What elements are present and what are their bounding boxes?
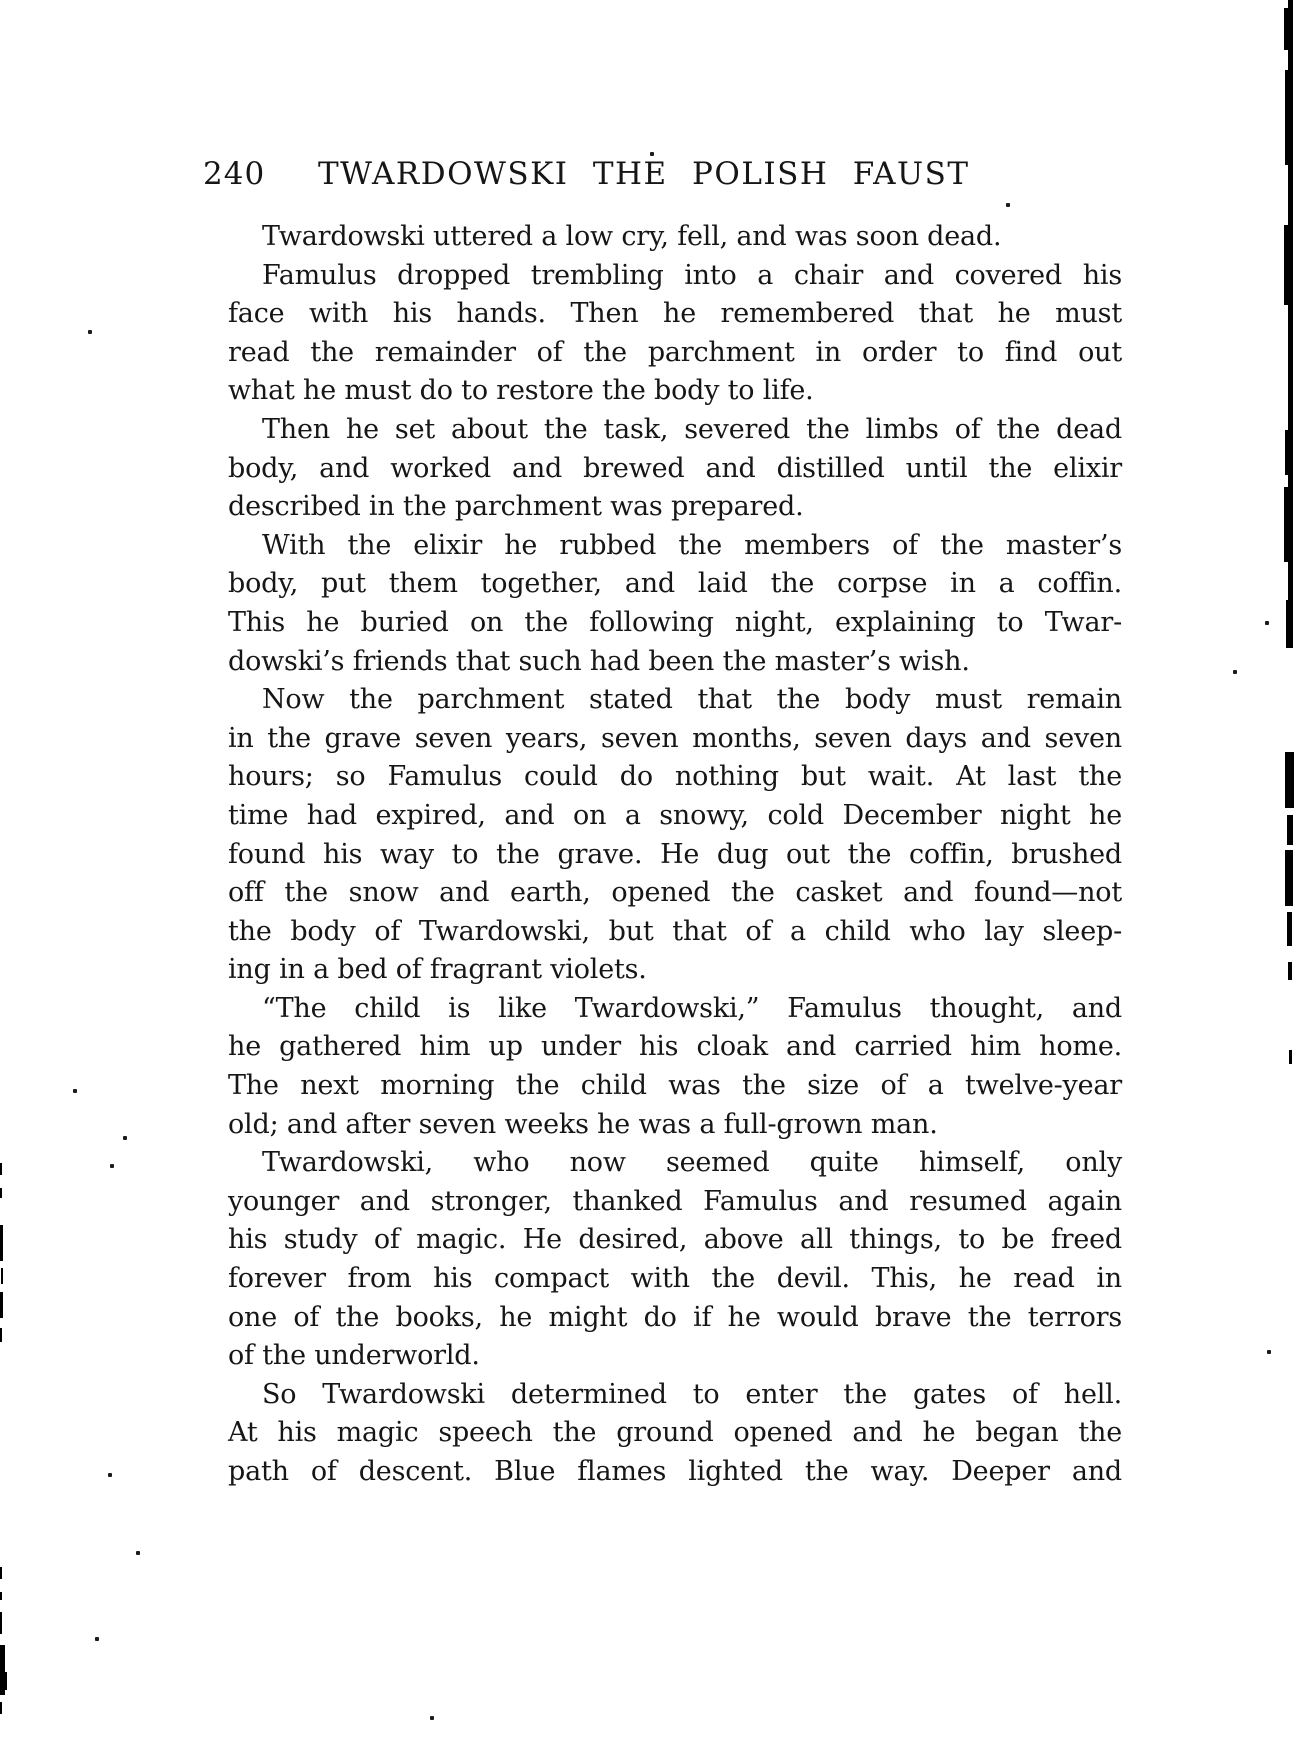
scan-edge-strip <box>1285 430 1293 475</box>
scan-edge-mark <box>0 1702 2 1714</box>
scan-edge-mark <box>2 1672 7 1690</box>
text-line: path of descent. Blue flames lighted the way. Deeper and <box>228 1456 1122 1487</box>
scan-speck <box>1233 670 1237 674</box>
text-line: dowski’s friends that such had been the master’s wish. <box>228 645 970 677</box>
text-line: forever from his compact with the devil. This, he read in <box>228 1263 1122 1295</box>
scan-edge-mark <box>0 1567 2 1579</box>
text-line: Famulus dropped trembling into a chair and covered his <box>262 259 1122 291</box>
text-line: his study of magic. He desired, above all things, to be freed <box>228 1224 1122 1256</box>
scan-edge-strip <box>1284 225 1293 305</box>
text-line: what he must do to restore the body to life. <box>228 375 814 407</box>
text-line: younger and stronger, thanked Famulus and resumed again <box>228 1185 1122 1217</box>
text-line: hours; so Famulus could do nothing but wait. At last the <box>228 761 1122 793</box>
scan-speck <box>650 152 654 156</box>
text-line: So Twardowski determined to enter the gates of hell. <box>262 1378 1122 1410</box>
scan-edge-mark <box>0 1612 2 1634</box>
running-head <box>0 156 1295 196</box>
scan-speck <box>136 1551 140 1555</box>
text-line: face with his hands. Then he remembered that he must <box>228 298 1122 330</box>
scan-speck <box>1267 1350 1271 1354</box>
scan-speck <box>95 1637 99 1641</box>
text-line: This he buried on the following night, explaining to Twar- <box>228 606 1122 638</box>
scan-edge-strip <box>1287 815 1293 845</box>
text-line: described in the parchment was prepared. <box>228 491 804 523</box>
text-line: old; and after seven weeks he was a full-grown man. <box>228 1108 938 1140</box>
text-line: Twardowski uttered a low cry, fell, and was soon dead. <box>262 221 1002 252</box>
text-line: in the grave seven years, seven months, seven days and seven <box>228 722 1122 754</box>
text-line: The next morning the child was the size of a twelve-year <box>228 1070 1122 1102</box>
scan-edge-mark <box>0 1592 2 1600</box>
scan-edge-mark <box>0 1292 3 1318</box>
scan-edge-strip <box>1286 600 1293 648</box>
text-line: found his way to the grave. He dug out the coffin, brushed <box>228 838 1122 870</box>
text-line: At his magic speech the ground opened and he began the <box>228 1417 1122 1449</box>
text-line: one of the books, he might do if he would brave the terrors <box>228 1301 1122 1333</box>
body-text <box>228 218 1122 1492</box>
scan-speck <box>1265 621 1269 625</box>
scan-speck <box>430 1716 434 1720</box>
scan-edge-mark <box>0 1188 2 1198</box>
scan-speck <box>108 1473 112 1477</box>
text-line: read the remainder of the parchment in order to find out <box>228 336 1122 368</box>
scan-speck <box>73 1089 77 1093</box>
text-line: Twardowski, who now seemed quite himself, only <box>262 1147 1122 1179</box>
scan-edge-mark <box>0 1328 2 1342</box>
scan-speck <box>88 330 92 334</box>
scan-edge-strip <box>1284 8 1293 50</box>
scan-edge-strip <box>1285 752 1294 808</box>
text-line: of the underworld. <box>228 1340 480 1372</box>
text-line: body, and worked and brewed and distilled until the elixir <box>228 452 1122 484</box>
scan-speck <box>110 1164 114 1168</box>
text-line: off the snow and earth, opened the casket and found—not <box>228 877 1122 909</box>
text-line: With the elixir he rubbed the members of the master’s <box>262 529 1122 561</box>
text-line: Now the parchment stated that the body must remain <box>262 684 1122 716</box>
scan-edge-mark <box>1 1268 3 1284</box>
text-line: ing in a bed of fragrant violets. <box>228 954 647 986</box>
scan-edge-strip <box>1284 487 1293 562</box>
scan-edge-strip <box>1289 1050 1292 1064</box>
running-title: TWARDOWSKI THE POLISH FAUST <box>318 156 970 192</box>
text-line: the body of Twardowski, but that of a child who lay sleep- <box>228 915 1122 947</box>
scan-edge-strip <box>1285 70 1293 165</box>
text-line: Then he set about the task, severed the limbs of the dead <box>262 413 1122 445</box>
text-line: body, put them together, and laid the corpse in a coffin. <box>228 568 1122 600</box>
text-line: “The child is like Twardowski,” Famulus thought, and <box>262 992 1122 1024</box>
page-number: 240 <box>203 156 266 192</box>
scan-speck <box>123 1136 127 1140</box>
scan-edge-strip <box>1285 850 1293 906</box>
scan-edge-strip <box>1287 912 1292 946</box>
text-line: time had expired, and on a snowy, cold December night he <box>228 799 1122 831</box>
scan-edge-strip <box>1288 962 1292 980</box>
scan-edge-mark <box>0 1163 2 1175</box>
scan-edge-mark <box>0 1225 3 1261</box>
text-line: he gathered him up under his cloak and carried him home. <box>228 1031 1122 1063</box>
scan-speck <box>1006 203 1010 207</box>
